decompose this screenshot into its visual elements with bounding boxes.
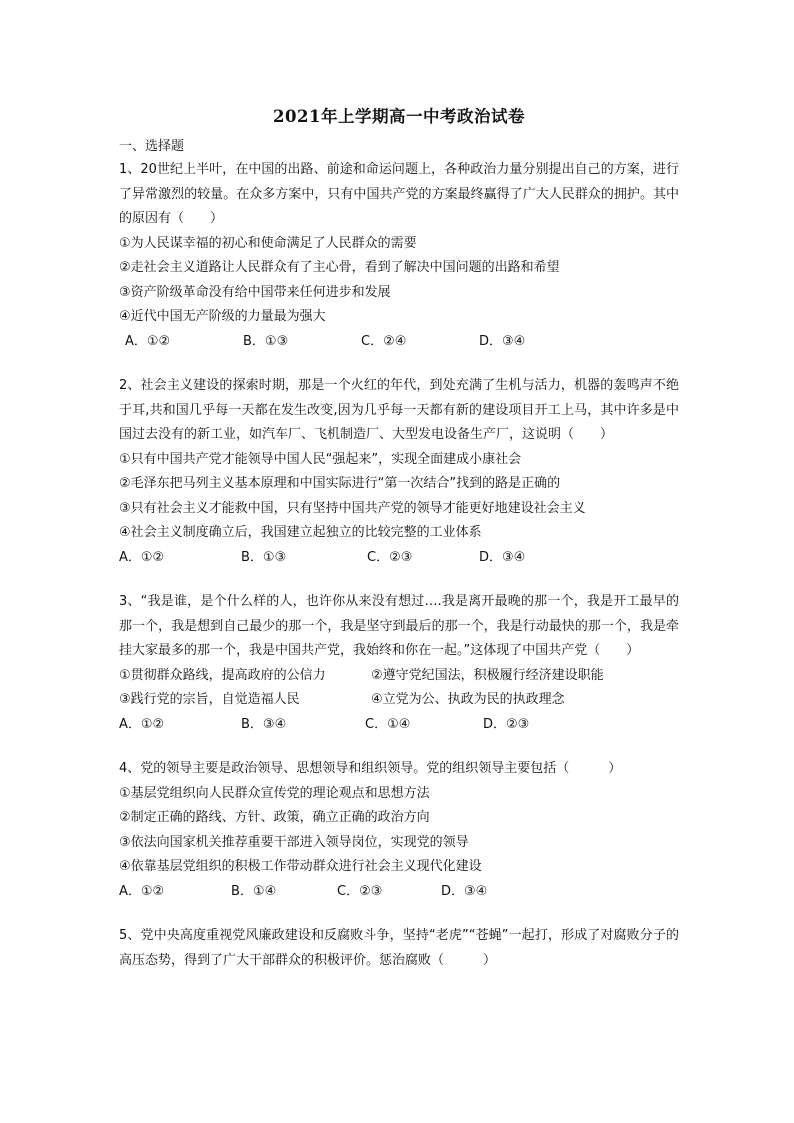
- choice-c: C．②④: [361, 333, 407, 349]
- option-1: ①基层党组织向人民群众宣传党的理论观点和思想方法: [119, 785, 430, 801]
- exam-page: [119, 104, 679, 993]
- question-1: [119, 158, 679, 354]
- question-stem: 1、20世纪上半叶，在中国的出路、前途和命运问题上，各种政治力量分别提出自己的方案，进行了异常激烈的较量。在众多方案中，只有中国共产党的方案最终赢得了广大人民群众的拥护。其中的原因有（ ）: [119, 162, 679, 226]
- option-2: ②制定正确的路线、方针、政策，确立正确的政治方向: [119, 810, 430, 825]
- choice-a: A．①②: [119, 549, 165, 565]
- page-title: 2021年上学期高一中考政治试卷: [273, 107, 525, 126]
- choice-c: C．②③: [337, 883, 383, 899]
- option-4: ④立党为公、执政为民的执政理念: [371, 692, 565, 707]
- option-4: ④依靠基层党组织的积极工作带动群众进行社会主义现代化建设: [119, 859, 482, 874]
- option-2: ②遵守党纪国法，积极履行经济建设职能: [371, 667, 604, 683]
- choice-c: C．①④: [365, 716, 411, 732]
- option-row-1: [119, 664, 679, 689]
- choice-b: B．③④: [241, 716, 287, 732]
- choice-a: A．①②: [125, 333, 171, 349]
- option-4: ④近代中国无产阶级的力量最为强大: [119, 309, 326, 324]
- answer-choices: [119, 546, 679, 571]
- question-stem: 2、社会主义建设的探索时期，那是一个火红的年代，到处充满了生机与活力，机器的轰鸣声不绝于耳,共和国几乎每一天都在发生改变,因为几乎每一天都有新的建设项目开工上马，其中许多是中国过去没有的新工业，如汽车厂、飞机制造厂、大型发电设备生产厂，这说明（ ）: [119, 378, 679, 442]
- answer-choices: [119, 713, 679, 738]
- question-stem: 4、党的领导主要是政治领导、思想领导和组织领导。党的组织领导主要包括（ ）: [119, 761, 622, 776]
- question-2: [119, 374, 679, 570]
- choice-d: D．③④: [441, 883, 488, 899]
- choice-a: A．①②: [119, 883, 165, 899]
- question-4: [119, 757, 679, 904]
- option-3: ③只有社会主义才能救中国，只有坚持中国共产党的领导才能更好地建设社会主义: [119, 500, 586, 516]
- choice-d: D．③④: [479, 549, 526, 565]
- choice-b: B．①③: [243, 333, 289, 349]
- option-row-2: [119, 688, 679, 713]
- option-2: ②毛泽东把马列主义基本原理和中国实际进行“第一次结合”找到的路是正确的: [119, 476, 561, 491]
- choice-c: C．②③: [367, 549, 413, 565]
- option-1: ①只有中国共产党才能领导中国人民“强起来”，实现全面建成小康社会: [119, 451, 522, 467]
- option-1: ①为人民谋幸福的初心和使命满足了人民群众的需要: [119, 235, 417, 251]
- option-2: ②走社会主义道路让人民群众有了主心骨，看到了解决中国问题的出路和希望: [119, 260, 560, 275]
- choice-d: D．③④: [479, 333, 526, 349]
- question-stem: 3、“我是谁，是个什么样的人，也许你从来没有想过….我是离开最晚的那一个，我是开工最早的那一个，我是想到自己最少的那一个，我是坚守到最后的那一个，我是行动最快的那一个，我是牵挂大家最多的那一个，我是中国共产党，我始终和你在一起。”这体现了中国共产党（ ）: [119, 594, 679, 658]
- choice-b: B．①④: [231, 883, 277, 899]
- choice-a: A．①②: [119, 716, 165, 732]
- question-3: [119, 590, 679, 737]
- option-3: ③资产阶级革命没有给中国带来任何进步和发展: [119, 284, 391, 300]
- question-5: [119, 924, 679, 973]
- option-1: ①贯彻群众路线，提高政府的公信力: [119, 667, 326, 683]
- answer-choices: [119, 880, 679, 905]
- option-3: ③践行党的宗旨，自觉造福人民: [119, 692, 300, 707]
- section-title: 一、选择题: [119, 139, 185, 154]
- question-stem: 5、党中央高度重视党风廉政建设和反腐败斗争，坚持“老虎”“苍蝇”一起打，形成了对腐败分子的高压态势，得到了广大干部群众的积极评价。惩治腐败（ ）: [119, 928, 679, 968]
- choice-d: D．②③: [483, 716, 530, 732]
- answer-choices: [119, 330, 679, 355]
- choice-b: B．①③: [241, 549, 287, 565]
- option-4: ④社会主义制度确立后，我国建立起独立的比较完整的工业体系: [119, 525, 482, 540]
- option-3: ③依法向国家机关推荐重要干部进入领导岗位，实现党的领导: [119, 834, 469, 850]
